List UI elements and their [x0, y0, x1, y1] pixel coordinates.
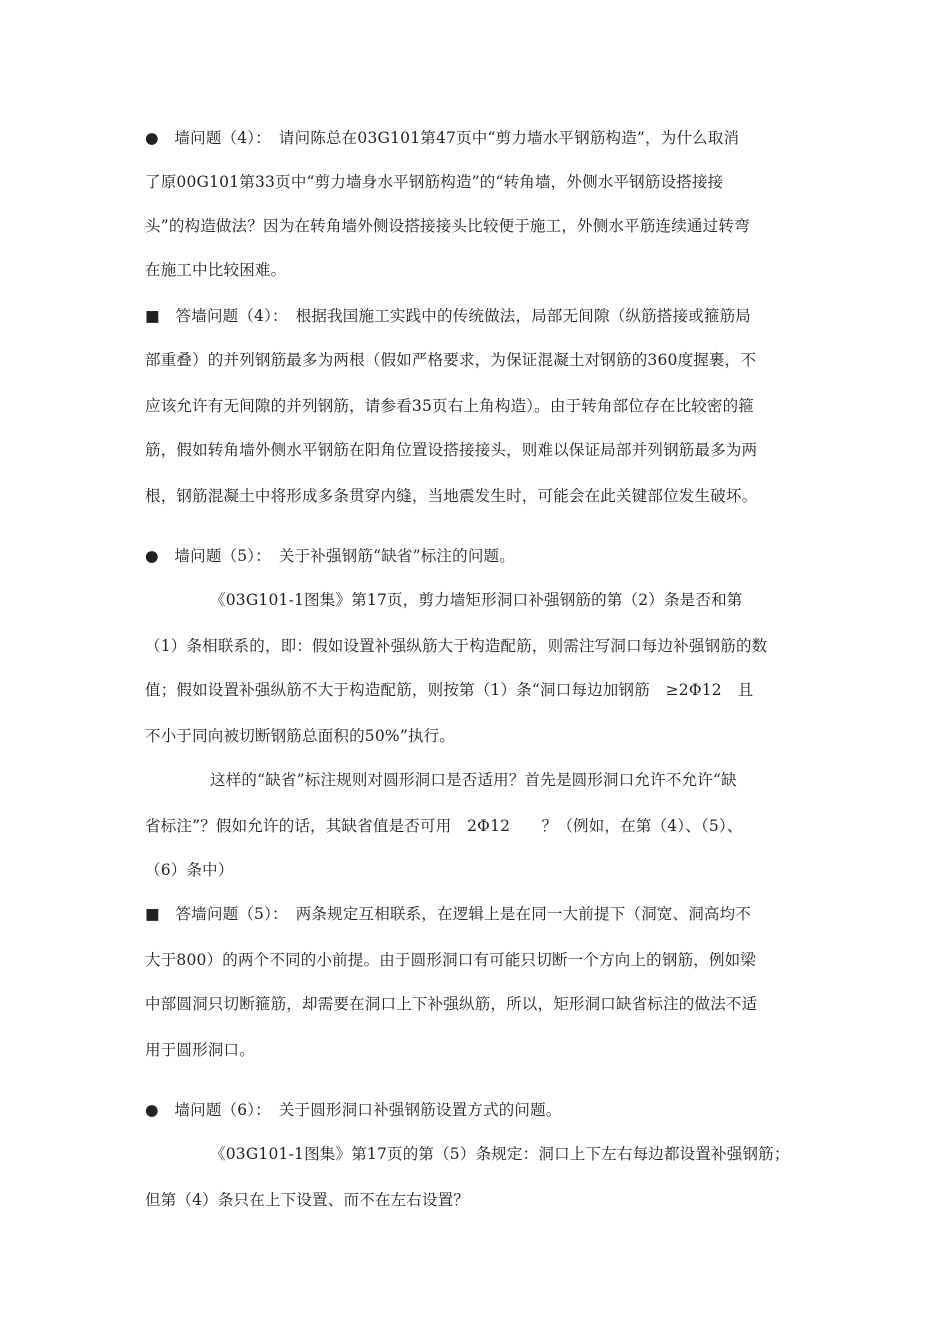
text-line: 中部圆洞只切断箍筋，却需要在洞口上下补强纵筋，所以，矩形洞口缺省标注的做法不适: [145, 995, 758, 1013]
text-line: 根，钢筋混凝土中将形成多条贯穿内缝，当地震发生时，可能会在此关键部位发生破坏。: [145, 487, 758, 505]
text-line: 大于800）的两个不同的小前提。由于圆形洞口有可能只切断一个方向上的钢筋，例如梁: [145, 951, 757, 969]
text-line: （6）条中）: [145, 861, 234, 879]
text-line: 应该允许有无间隙的并列钢筋，请参看35页右上角构造）。由于转角部位存在比较密的箍: [145, 397, 754, 415]
text-line: 了原00G101第33页中“剪力墙身水平钢筋构造”的“转角墙，外侧水平钢筋设搭接接: [145, 173, 724, 191]
text-line: 这样的“缺省”标注规则对圆形洞口是否适用？首先是圆形洞口允许不允许“缺: [210, 771, 737, 789]
text-line: 值；假如设置补强纵筋不大于构造配筋，则按第（1）条“洞口每边加钢筋 ≥2Φ12 且: [145, 681, 754, 699]
text-line: ● 墙问题（5）： 关于补强钢筋“缺省”标注的问题。: [145, 547, 515, 565]
text-line: ● 墙问题（4）： 请问陈总在03G101第47页中“剪力墙水平钢筋构造”，为什么取消: [145, 129, 740, 147]
text-line: 但第（4）条只在上下设置、而不在左右设置？: [145, 1191, 470, 1209]
text-line: 不小于同向被切断钢筋总面积的50%”执行。: [145, 727, 456, 745]
text-line: 部重叠）的并列钢筋最多为两根（假如严格要求，为保证混凝土对钢筋的360度握裹，不: [145, 351, 757, 369]
text-line: ● 墙问题（6）： 关于圆形洞口补强钢筋设置方式的问题。: [145, 1101, 562, 1119]
text-line: ■ 答墙问题（5）： 两条规定互相联系，在逻辑上是在同一大前提下（洞宽、洞高均不: [145, 905, 752, 923]
text-line: 《03G101-1图集》第17页，剪力墙矩形洞口补强钢筋的第（2）条是否和第: [210, 591, 743, 609]
text-line: 用于圆形洞口。: [145, 1041, 255, 1059]
text-line: 在施工中比较困难。: [145, 261, 287, 279]
text-line: （1）条相联系的，即：假如设置补强纵筋大于构造配筋，则需注写洞口每边补强钢筋的数: [145, 637, 768, 655]
text-line: ■ 答墙问题（4）： 根据我国施工实践中的传统做法，局部无间隙（纵筋搭接或箍筋局: [145, 307, 752, 325]
text-line: 省标注”？假如允许的话，其缺省值是否可用 2Φ12 ？（例如，在第（4）、（5）、: [145, 817, 743, 835]
text-line: 头”的构造做法？因为在转角墙外侧设搭接接头比较便于施工，外侧水平筋连续通过转弯: [145, 217, 750, 235]
text-line: 筋，假如转角墙外侧水平钢筋在阳角位置设搭接接头，则难以保证局部并列钢筋最多为两: [145, 441, 758, 459]
text-line: 《03G101-1图集》第17页的第（5）条规定：洞口上下左右每边都设置补强钢筋；: [210, 1145, 790, 1163]
